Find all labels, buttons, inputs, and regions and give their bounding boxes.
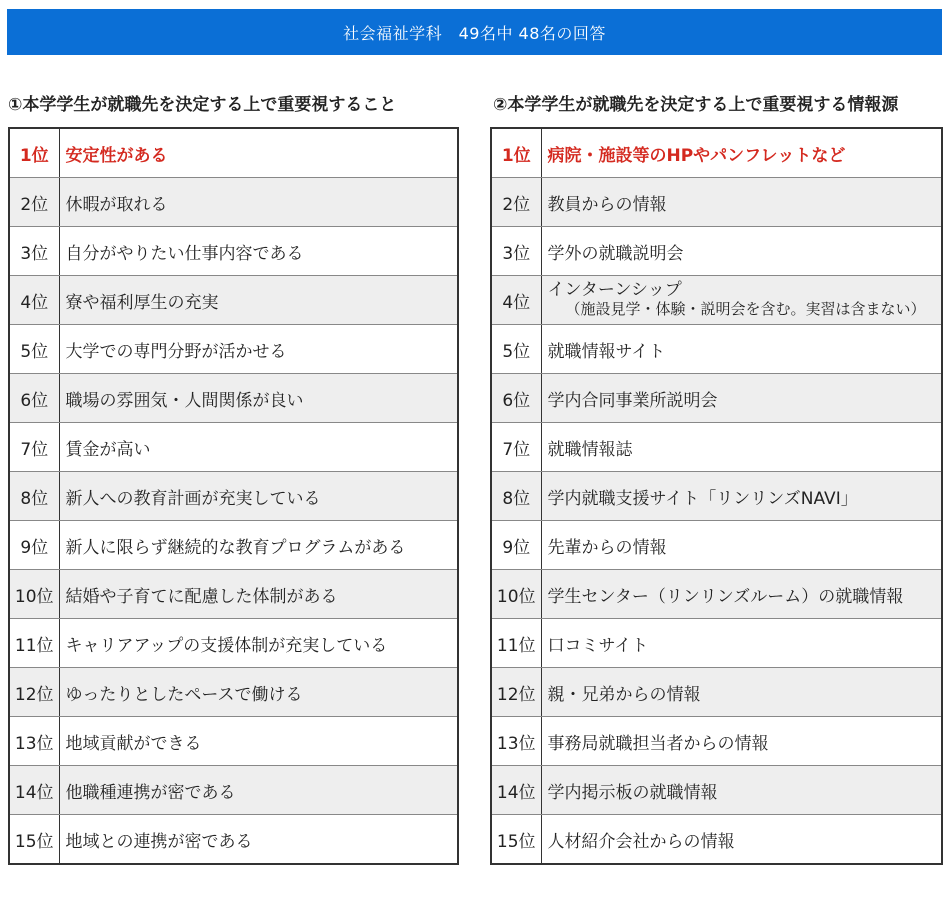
rank-cell: 8位 xyxy=(491,472,541,521)
table-row xyxy=(9,128,458,178)
table-row xyxy=(9,668,458,717)
item-cell: 先輩からの情報 xyxy=(541,521,942,570)
table-row xyxy=(491,276,942,325)
right-ranking-body xyxy=(491,128,942,864)
left-ranking-table xyxy=(8,127,459,865)
rank-cell: 4位 xyxy=(9,276,59,325)
rank-cell: 8位 xyxy=(9,472,59,521)
table-row xyxy=(491,766,942,815)
rank-cell: 4位 xyxy=(491,276,541,325)
table-row xyxy=(491,423,942,472)
item-subtext: （施設見学・体験・説明会を含む。実習は含まない） xyxy=(565,300,926,318)
item-cell: 寮や福利厚生の充実 xyxy=(59,276,458,325)
item-cell: ゆったりとしたペースで働ける xyxy=(59,668,458,717)
rank-cell: 11位 xyxy=(9,619,59,668)
item-cell: 口コミサイト xyxy=(541,619,942,668)
item-cell: 結婚や子育てに配慮した体制がある xyxy=(59,570,458,619)
item-cell: 安定性がある xyxy=(59,128,458,178)
rank-cell: 5位 xyxy=(9,325,59,374)
table-row xyxy=(9,815,458,865)
rank-cell: 13位 xyxy=(9,717,59,766)
item-cell: 学内合同事業所説明会 xyxy=(541,374,942,423)
left-ranking-body xyxy=(9,128,458,864)
table-row xyxy=(491,325,942,374)
rank-cell: 15位 xyxy=(9,815,59,865)
rank-cell: 3位 xyxy=(9,227,59,276)
rank-cell: 7位 xyxy=(491,423,541,472)
item-cell: 事務局就職担当者からの情報 xyxy=(541,717,942,766)
rank-cell: 12位 xyxy=(491,668,541,717)
table-row xyxy=(9,619,458,668)
item-cell xyxy=(541,276,942,325)
table-row xyxy=(9,570,458,619)
rank-cell: 15位 xyxy=(491,815,541,865)
rank-cell: 11位 xyxy=(491,619,541,668)
item-cell: 休暇が取れる xyxy=(59,178,458,227)
rank-cell: 10位 xyxy=(491,570,541,619)
left-section-title: ①本学学生が就職先を決定する上で重要視すること xyxy=(8,95,397,115)
table-row xyxy=(491,128,942,178)
table-row xyxy=(9,717,458,766)
table-row xyxy=(9,521,458,570)
rank-cell: 1位 xyxy=(491,128,541,178)
rank-cell: 10位 xyxy=(9,570,59,619)
table-row xyxy=(491,815,942,865)
table-row xyxy=(9,472,458,521)
item-cell: 病院・施設等のHPやパンフレットなど xyxy=(541,128,942,178)
table-row xyxy=(9,423,458,472)
item-cell: 地域貢献ができる xyxy=(59,717,458,766)
table-row xyxy=(9,178,458,227)
item-cell: 学外の就職説明会 xyxy=(541,227,942,276)
rank-cell: 1位 xyxy=(9,128,59,178)
item-text: インターンシップ xyxy=(547,280,682,300)
table-row xyxy=(491,178,942,227)
item-cell: 人材紹介会社からの情報 xyxy=(541,815,942,865)
rank-cell: 7位 xyxy=(9,423,59,472)
item-cell: 学内就職支援サイト「リンリンズNAVI」 xyxy=(541,472,942,521)
item-cell: 学生センター（リンリンズルーム）の就職情報 xyxy=(541,570,942,619)
rank-cell: 9位 xyxy=(9,521,59,570)
item-cell: 新人に限らず継続的な教育プログラムがある xyxy=(59,521,458,570)
table-row xyxy=(9,325,458,374)
item-cell: 賃金が高い xyxy=(59,423,458,472)
item-cell: 自分がやりたい仕事内容である xyxy=(59,227,458,276)
rank-cell: 12位 xyxy=(9,668,59,717)
item-cell: 教員からの情報 xyxy=(541,178,942,227)
rank-cell: 2位 xyxy=(9,178,59,227)
header-banner: 社会福祉学科 49名中 48名の回答 xyxy=(7,9,942,55)
rank-cell: 14位 xyxy=(9,766,59,815)
item-cell: 他職種連携が密である xyxy=(59,766,458,815)
rank-cell: 6位 xyxy=(9,374,59,423)
item-cell: 就職情報誌 xyxy=(541,423,942,472)
table-row xyxy=(9,276,458,325)
table-row xyxy=(491,668,942,717)
rank-cell: 9位 xyxy=(491,521,541,570)
table-row xyxy=(491,472,942,521)
right-ranking-table xyxy=(490,127,943,865)
table-row xyxy=(491,717,942,766)
table-row xyxy=(9,374,458,423)
rank-cell: 5位 xyxy=(491,325,541,374)
item-cell: 就職情報サイト xyxy=(541,325,942,374)
table-row xyxy=(9,766,458,815)
item-cell: 地域との連携が密である xyxy=(59,815,458,865)
item-cell: 学内掲示板の就職情報 xyxy=(541,766,942,815)
table-row xyxy=(491,570,942,619)
item-cell: 大学での専門分野が活かせる xyxy=(59,325,458,374)
rank-cell: 6位 xyxy=(491,374,541,423)
item-cell: キャリアアップの支援体制が充実している xyxy=(59,619,458,668)
table-row xyxy=(491,227,942,276)
right-section-title: ②本学学生が就職先を決定する上で重要視する情報源 xyxy=(493,95,899,115)
item-cell: 職場の雰囲気・人間関係が良い xyxy=(59,374,458,423)
table-row xyxy=(9,227,458,276)
rank-cell: 3位 xyxy=(491,227,541,276)
table-row xyxy=(491,374,942,423)
table-row xyxy=(491,521,942,570)
item-cell: 親・兄弟からの情報 xyxy=(541,668,942,717)
rank-cell: 13位 xyxy=(491,717,541,766)
item-cell: 新人への教育計画が充実している xyxy=(59,472,458,521)
table-row xyxy=(491,619,942,668)
rank-cell: 14位 xyxy=(491,766,541,815)
rank-cell: 2位 xyxy=(491,178,541,227)
